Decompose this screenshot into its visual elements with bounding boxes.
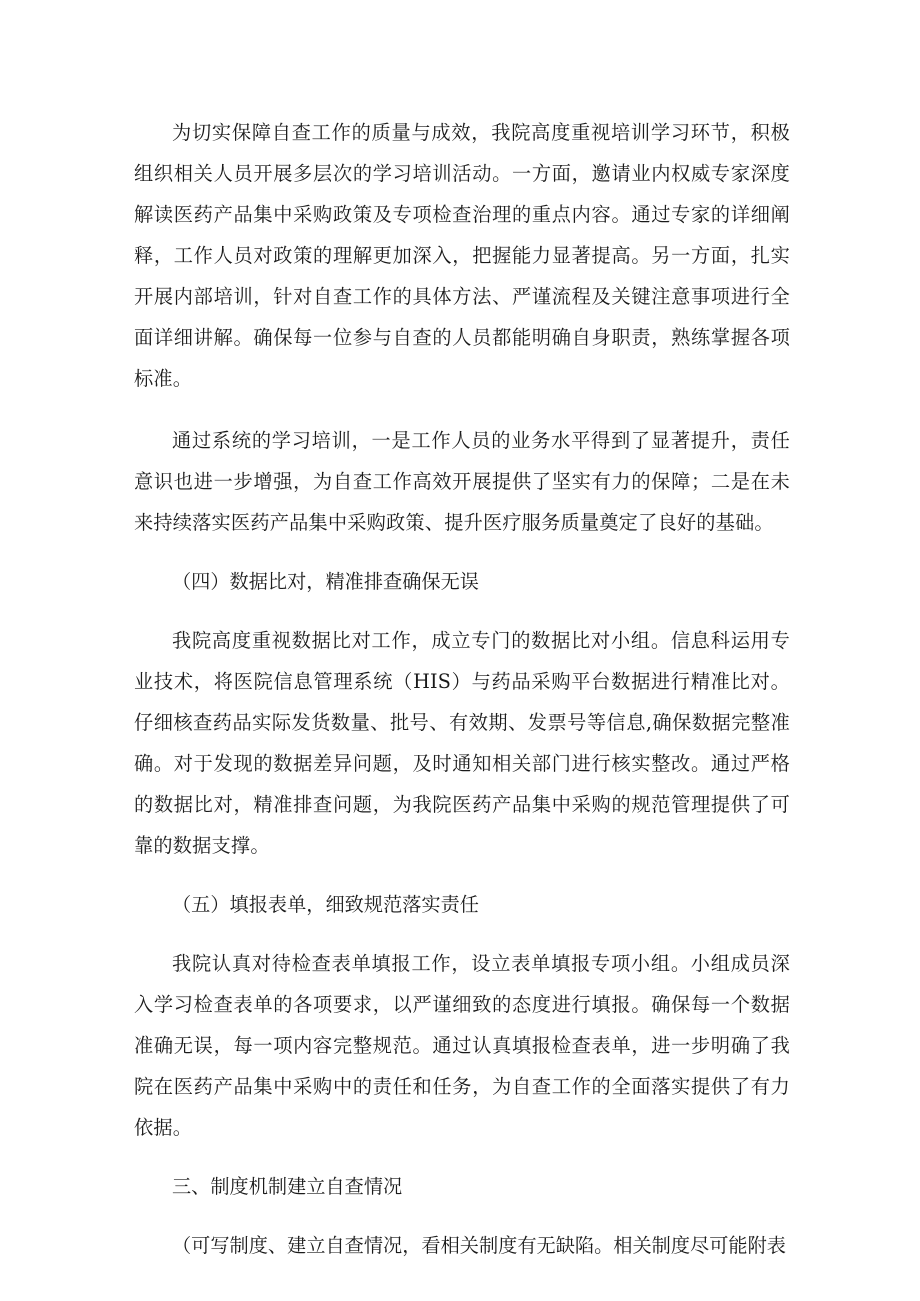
section-three-paragraph: （可写制度、建立自查情况，看相关制度有无缺陷。相关制度尽可能附表 (172, 1234, 786, 1257)
document-page (134, 112, 790, 1266)
section-five-paragraph: 我院认真对待检查表单填报工作，设立表单填报专项小组。小组成员深入学习检查表单的各项要求，以严谨细致的态度进行填报。确保每一个数据准确无误，每一项内容完整规范。通过认真填报检查表单，进一步明确了我院在医药产品集中采购中的责任和任务，为自查工作的全面落实提供了有力依据。 (134, 952, 790, 1139)
paragraph-training-results: 通过系统的学习培训，一是工作人员的业务水平得到了显著提升，责任意识也进一步增强，为自查工作高效开展提供了坚实有力的保障；二是在未来持续落实医药产品集中采购政策、提升医疗服务质量奠定了良好的基础。 (134, 429, 790, 534)
section-four-paragraph: 我院高度重视数据比对工作，成立专门的数据比对小组。信息科运用专业技术，将医院信息管理系统（HIS）与药品采购平台数据进行精准比对。仔细核查药品实际发货数量、批号、有效期、发票号等信息,确保数据完整准确。对于发现的数据差异问题，及时通知相关部门进行核实整改。通过严格的数据比对，精准排查问题，为我院医药产品集中采购的规范管理提供了可靠的数据支撑。 (134, 629, 790, 857)
paragraph-training: 为切实保障自查工作的质量与成效，我院高度重视培训学习环节，积极组织相关人员开展多层次的学习培训活动。一方面，邀请业内权威专家深度解读医药产品集中采购政策及专项检查治理的重点内容。通过专家的详细阐释，工作人员对政策的理解更加深入，把握能力显著提高。另一方面，扎实开展内部培训，针对自查工作的具体方法、严谨流程及关键注意事项进行全面详细讲解。确保每一位参与自查的人员都能明确自身职责，熟练掌握各项标准。 (134, 121, 790, 390)
section-four-heading: （四）数据比对，精准排查确保无误 (172, 570, 479, 593)
section-five-heading: （五）填报表单，细致规范落实责任 (172, 893, 479, 916)
section-three-heading: 三、制度机制建立自查情况 (172, 1175, 403, 1198)
